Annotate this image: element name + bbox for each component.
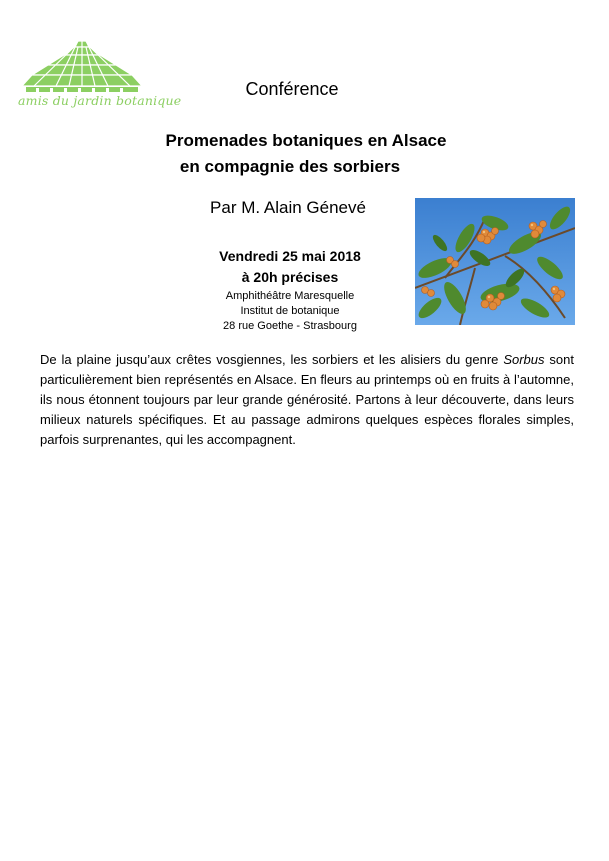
rowan-berries-photo	[415, 198, 575, 325]
genus-name: Sorbus	[503, 352, 545, 367]
speaker-name: Par M. Alain Génevé	[210, 198, 366, 217]
description-paragraph	[40, 350, 574, 450]
event-date: Vendredi 25 mai 2018	[219, 248, 361, 264]
description-text-end: sont particulièrement bien représentés en Alsace. En fleurs au printemps où en fruits à l’automne, ils nous étonnent toujours par leur grande générosité. Partons à leur découverte, dans leurs milieux naturels spécifiques. Et au passage admirons quelques espèces florales simples, parfois surprenantes, qui les accompagnent.	[40, 352, 575, 447]
venue-address: 28 rue Goethe - Strasbourg	[223, 320, 357, 332]
association-logo	[16, 38, 182, 110]
title-line-1: Promenades botaniques en Alsace	[165, 131, 447, 150]
description-text-start: De la plaine jusqu’aux crêtes vosgiennes, les sorbiers et les alisiers du genre	[40, 352, 504, 367]
title-line-2: en compagnie des sorbiers	[179, 157, 401, 176]
logo-wordmark: amis du jardin botanique	[18, 93, 182, 108]
event-type: Conférence	[245, 79, 339, 99]
event-time: à 20h précises	[241, 269, 339, 285]
venue-name: Amphithéâtre Maresquelle	[225, 290, 355, 302]
venue-institute: Institut de botanique	[240, 305, 340, 317]
greenhouse-icon	[16, 38, 144, 94]
